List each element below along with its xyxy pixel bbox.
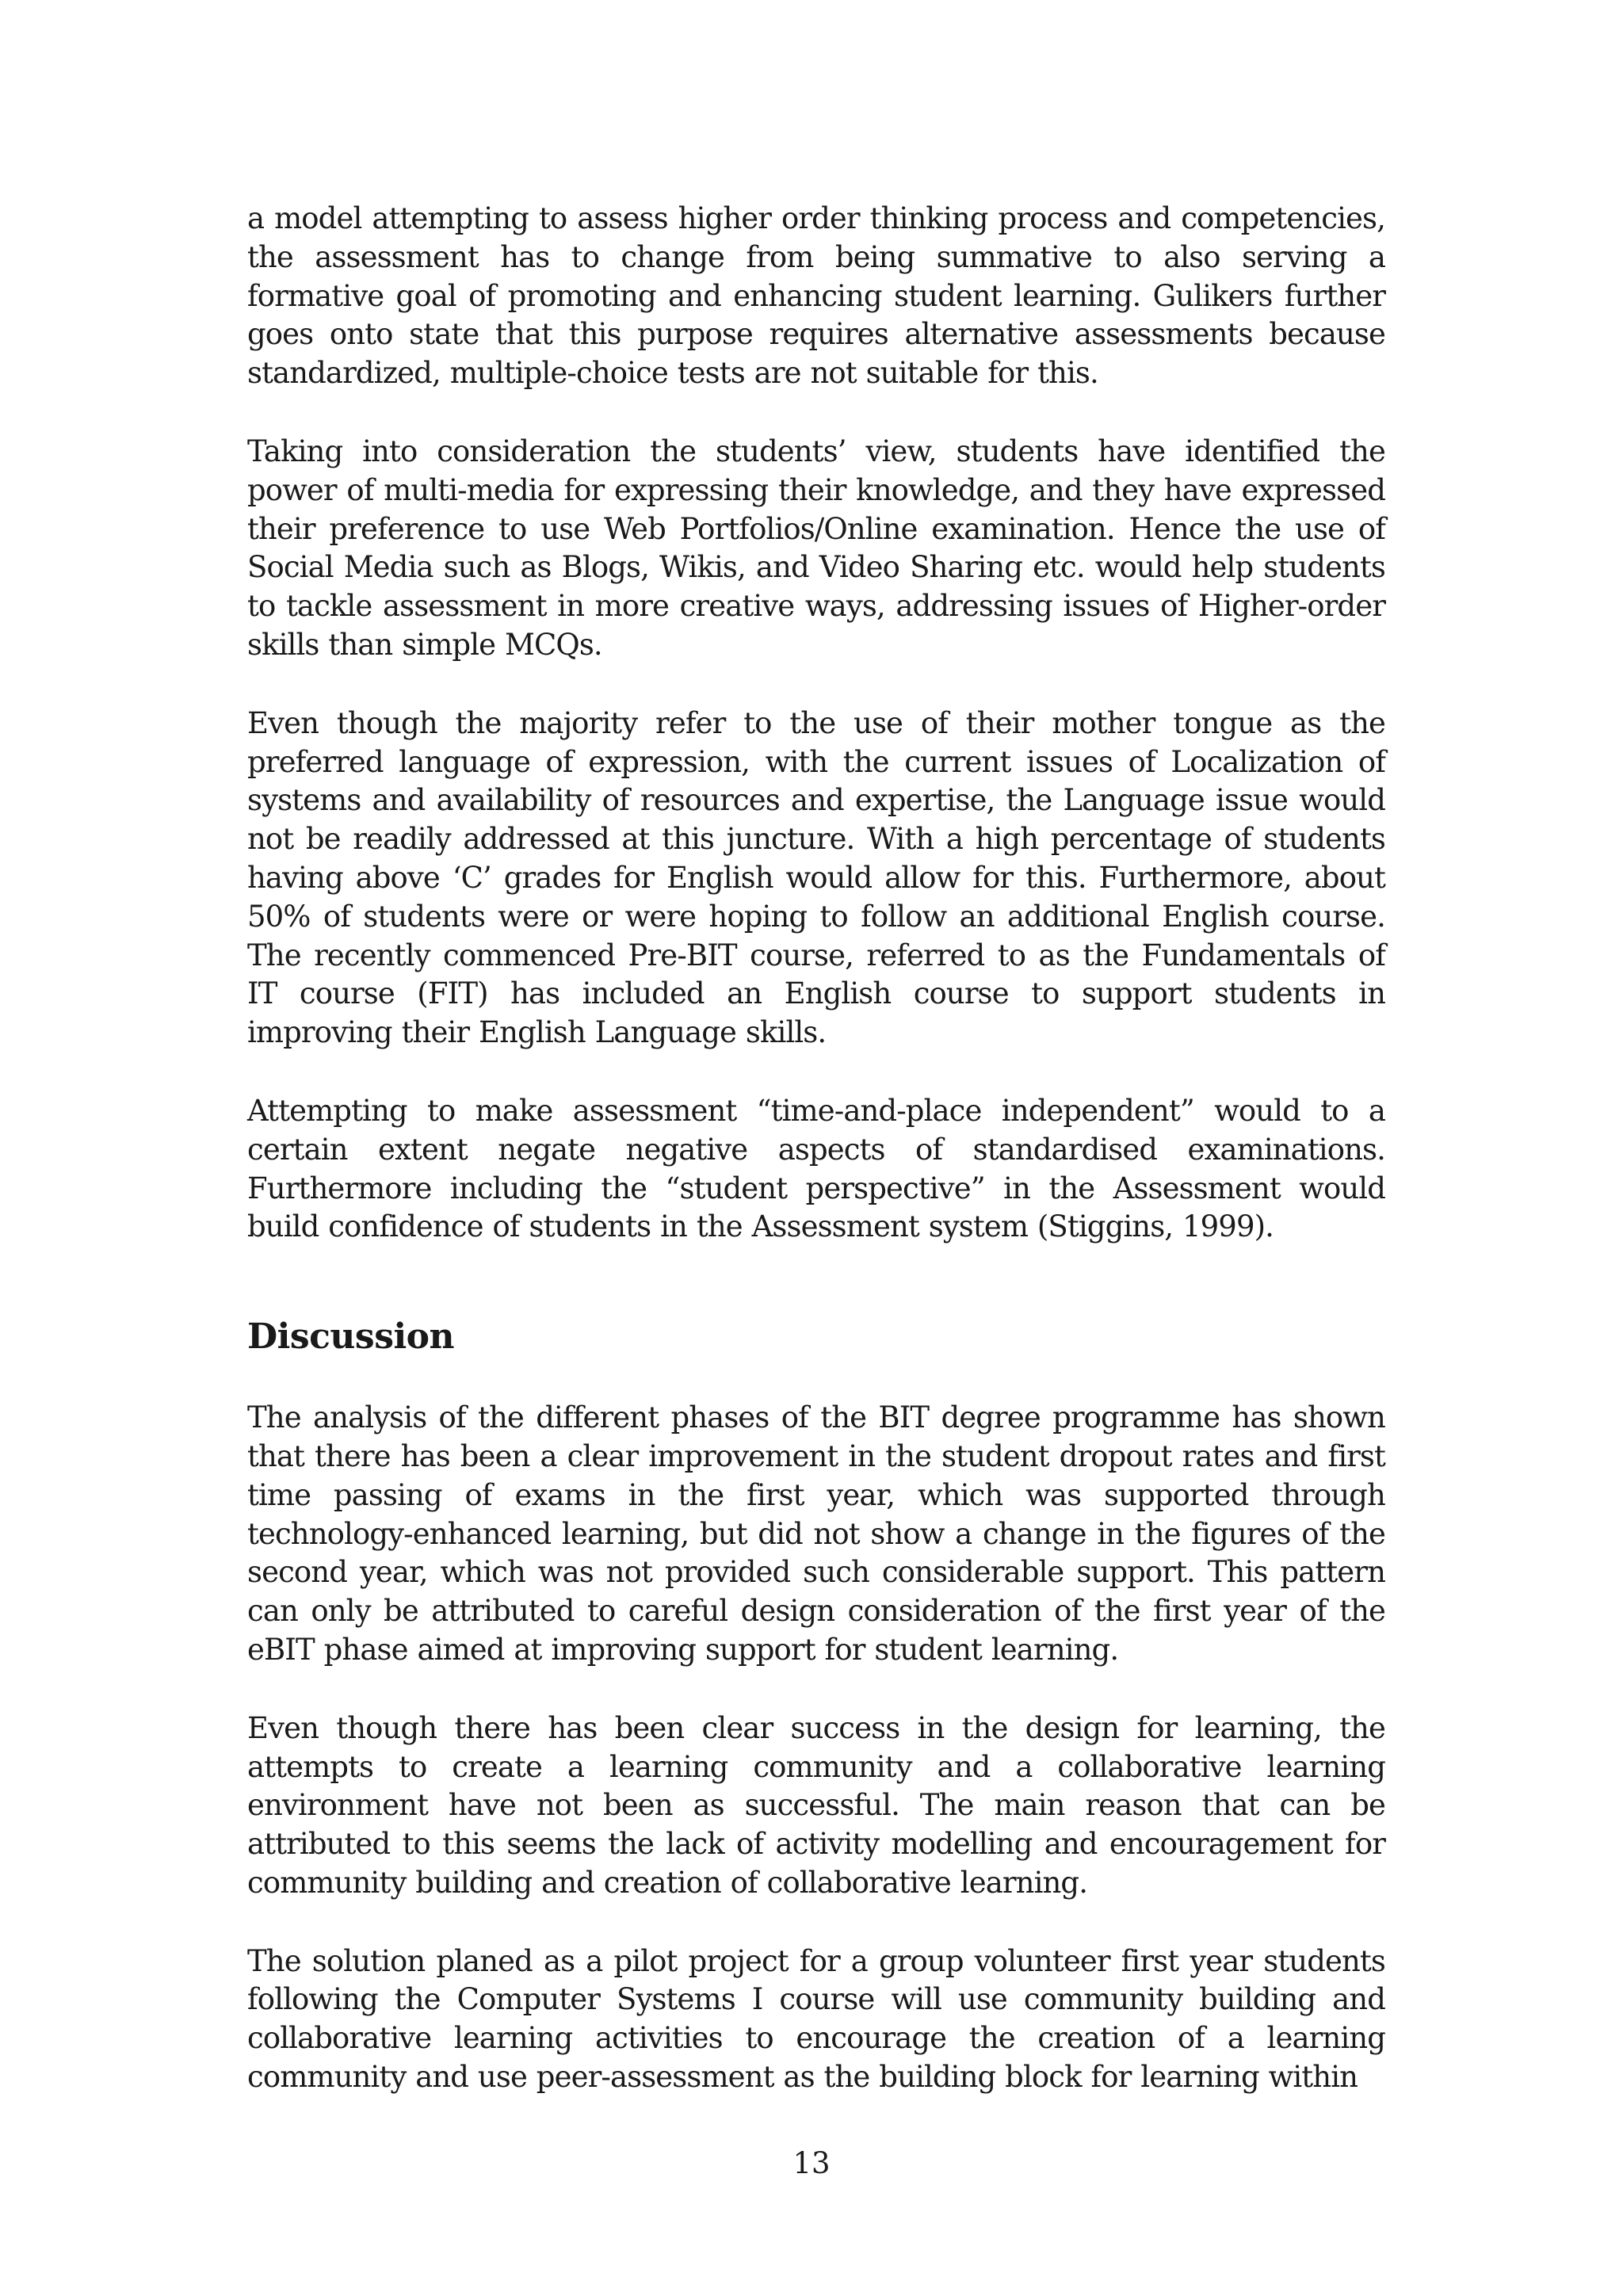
paragraph-bit-analysis: The analysis of the different phases of the BIT degree programme has shown that there has been a clear improvement in the student dropout rates and first time passing of exams in the first year, which was supported through technology-enhanced learning, but did not show a change in the figures of the second year, which was not provided such considerable support. This pattern can only be attributed to careful design consideration of the first year of the eBIT phase aimed at improving support for student learning. <box>247 1400 1385 1667</box>
paragraph-assessment-model: a model attempting to assess higher order thinking process and competencies, the assessment has to change from being summative to also serving a formative goal of promoting and enhancing student learning. Gulikers further goes onto state that this purpose requires alternative assessments because standardized, multiple-choice tests are not suitable for this. <box>247 201 1385 391</box>
paragraph-learning-community: Even though there has been clear success in the design for learning, the attempts to create a learning community and a collaborative learning environment have not been as successful. The main reason that can be attributed to this seems the lack of activity modelling and encouragement for community building and creation of collaborative learning. <box>247 1710 1385 1900</box>
page-body <box>247 200 1385 2097</box>
paragraph-language-issue: Even though the majority refer to the use of their mother tongue as the preferred language of expression, with the current issues of Localization of systems and availability of resources and expertise, the Language issue would not be readily addressed at this juncture. With a high percentage of students having above ‘C’ grades for English would allow for this. Furthermore, about 50% of students were or were hoping to follow an additional English course. The recently commenced Pre-BIT course, referred to as the Fundamentals of IT course (FIT) has included an English course to support students in improving their English Language skills. <box>247 705 1385 1050</box>
page-number: 13 <box>792 2146 831 2180</box>
paragraph-time-place-independent: Attempting to make assessment “time-and-place independent” would to a certain extent negate negative aspects of standardised examinations. Furthermore including the “student perspective” in the Assessment would build confidence of students in the Assessment system (Stiggins, 1999). <box>247 1093 1385 1244</box>
paragraph-students-view: Taking into consideration the students’ view, students have identified the power of multi-media for expressing their knowledge, and they have expressed their preference to use Web Portfolios/Online examination. Hence the use of Social Media such as Blogs, Wikis, and Video Sharing etc. would help students to tackle assessment in more creative ways, addressing issues of Higher-order skills than simple MCQs. <box>247 434 1385 662</box>
section-heading-discussion: Discussion <box>247 1316 455 1358</box>
paragraph-pilot-solution: The solution planed as a pilot project for a group volunteer first year students following the Computer Systems I course will use community building and collaborative learning activities to encourage the creation of a learning community and use peer-assessment as the building block for learning within <box>247 1943 1385 2095</box>
